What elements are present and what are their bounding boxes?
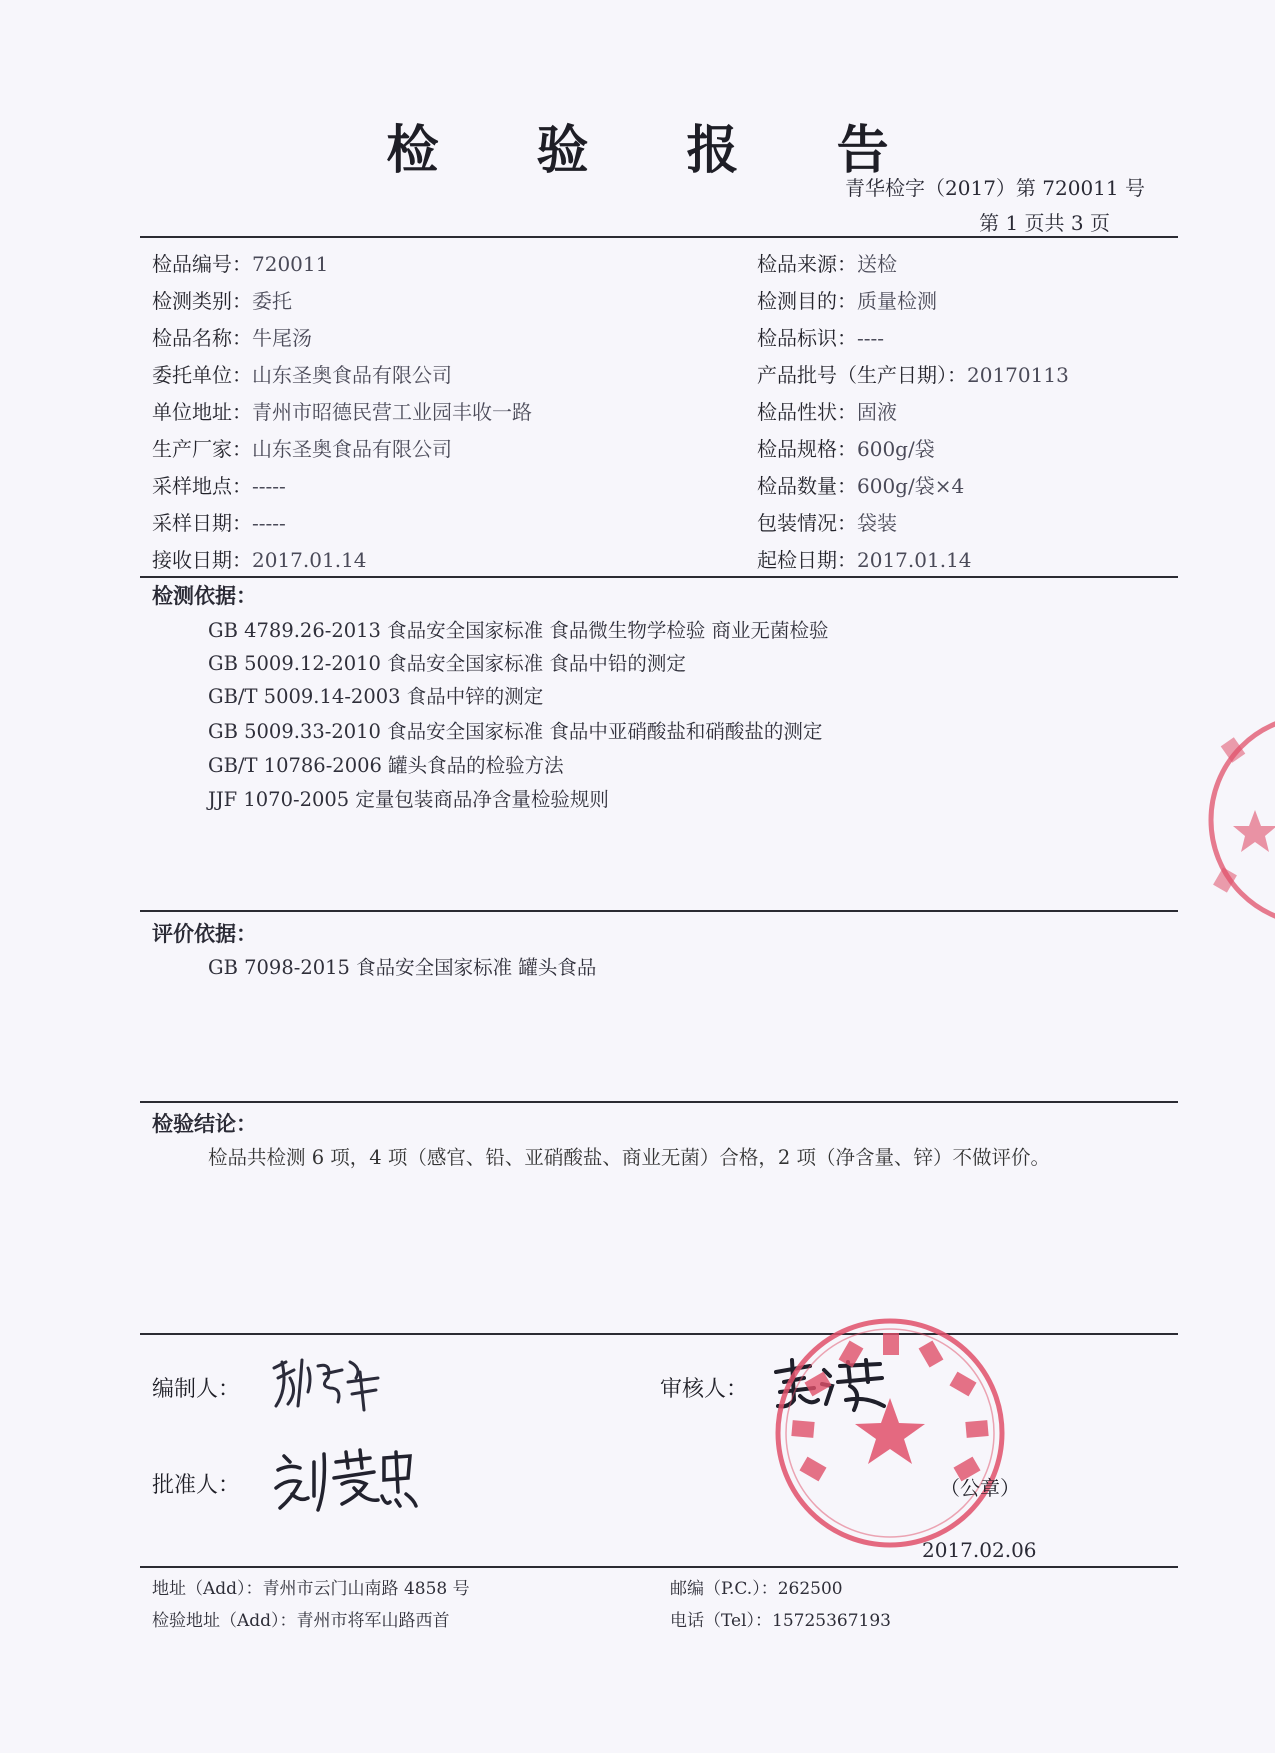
basis-item: JJF 1070-2005 定量包装商品净含量检验规则 xyxy=(208,788,609,811)
evaluation-bottom-rule xyxy=(140,1101,1178,1103)
field-test-start-date: 起检日期：2017.01.14 xyxy=(757,548,972,572)
footer-inspection-address: 检验地址（Add）：青州市将军山路西首 xyxy=(152,1611,450,1631)
field-sample-name: 检品名称：牛尾汤 xyxy=(152,326,312,350)
field-sampling-location: 采样地点：----- xyxy=(152,474,286,498)
basis-item: GB/T 5009.14-2003 食品中锌的测定 xyxy=(208,685,544,708)
field-test-category: 检测类别：委托 xyxy=(152,289,292,313)
field-sample-source: 检品来源：送检 xyxy=(757,252,897,276)
field-client-address: 单位地址：青州市昭德民营工业园丰收一路 xyxy=(152,400,532,424)
issue-date: 2017.02.06 xyxy=(922,1538,1037,1562)
seal-note: （公章） xyxy=(940,1476,1020,1500)
conclusion-heading: 检验结论： xyxy=(152,1112,257,1136)
basis-item: GB 5009.33-2010 食品安全国家标准 食品中亚硝酸盐和硝酸盐的测定 xyxy=(208,720,823,743)
approver-signature xyxy=(270,1448,420,1518)
basis-heading: 检测依据： xyxy=(152,584,257,608)
field-test-purpose: 检测目的：质量检测 xyxy=(757,289,937,313)
field-received-date: 接收日期：2017.01.14 xyxy=(152,548,367,572)
footer-rule xyxy=(140,1566,1178,1568)
basis-item: GB/T 10786-2006 罐头食品的检验方法 xyxy=(208,754,564,777)
evaluation-item: GB 7098-2015 食品安全国家标准 罐头食品 xyxy=(208,956,597,979)
document-number: 青华检字（2017）第 720011 号 xyxy=(845,176,1145,200)
reviewer-label: 审核人： xyxy=(660,1377,749,1402)
field-client: 委托单位：山东圣奥食品有限公司 xyxy=(152,363,452,387)
evaluation-heading: 评价依据： xyxy=(152,922,257,946)
field-sample-spec: 检品规格：600g/袋 xyxy=(757,437,935,461)
field-sample-quantity: 检品数量：600g/袋×4 xyxy=(757,474,965,498)
footer-postcode: 邮编（P.C.）：262500 xyxy=(670,1579,843,1599)
basis-bottom-rule xyxy=(140,910,1178,912)
report-title: 检 验 报 告 xyxy=(386,121,929,181)
basis-item: GB 5009.12-2010 食品安全国家标准 食品中铅的测定 xyxy=(208,652,686,675)
official-seal xyxy=(765,1308,1015,1558)
info-bottom-rule xyxy=(140,576,1178,578)
partial-seal xyxy=(1205,700,1275,940)
footer-address: 地址（Add）：青州市云门山南路 4858 号 xyxy=(152,1579,470,1599)
field-manufacturer: 生产厂家：山东圣奥食品有限公司 xyxy=(152,437,452,461)
conclusion-text: 检品共检测 6 项，4 项（感官、铅、亚硝酸盐、商业无菌）合格，2 项（净含量、锌）不做评价。 xyxy=(208,1146,1051,1169)
field-sample-state: 检品性状：固液 xyxy=(757,400,897,424)
preparer-signature xyxy=(268,1348,388,1418)
basis-item: GB 4789.26-2013 食品安全国家标准 食品微生物学检验 商业无菌检验 xyxy=(208,619,829,642)
field-batch-number: 产品批号（生产日期）：20170113 xyxy=(757,363,1069,387)
field-sample-mark: 检品标识：---- xyxy=(757,326,885,350)
page-info: 第 1 页共 3 页 xyxy=(979,211,1110,235)
field-packaging: 包装情况：袋装 xyxy=(757,511,897,535)
signature-top-rule xyxy=(140,1333,1178,1335)
preparer-label: 编制人： xyxy=(152,1377,241,1402)
footer-phone: 电话（Tel）：15725367193 xyxy=(670,1611,891,1631)
top-rule xyxy=(140,236,1178,238)
field-sampling-date: 采样日期：----- xyxy=(152,511,286,535)
field-sample-number: 检品编号：720011 xyxy=(152,252,329,276)
approver-label: 批准人： xyxy=(152,1473,241,1498)
